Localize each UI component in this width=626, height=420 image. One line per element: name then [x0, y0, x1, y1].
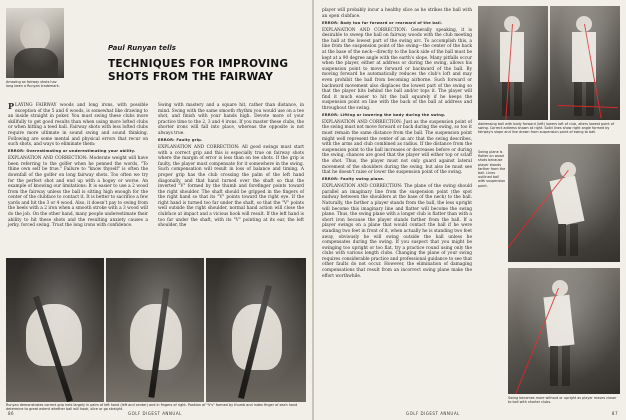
portrait-caption: Amazing as fairway shots hav long been a Runyan trademark. — [6, 80, 60, 89]
swing-plane-caption-iron: Swing becomes more without or upright as player moves closer to ball with shorter clubs. — [508, 396, 617, 405]
right-page — [314, 0, 626, 420]
error-heading: ERROR: Faulty grip. — [158, 137, 203, 142]
body-paragraph: EXPLANATION AND CORRECTION: Generally speaking, it is desirable to sweep the ball on fairway woods with the club meeting the ball at the lowest part of the swing arc. To accomplish this, a line from the suspension point of the swing—the center of the back at the base of the neck—directly to the back side of the ball must be kept at a 90 degree angle with the earth's slope. Many pitfalls occur when the player, either at address or during the swing, allows his suspension point to move forward or backward of the ball. By moving forward he automatically reduces the club's loft and may even prohibit the ball from becoming airborne. Such forward or backward movement also displaces the lowest part of the swing so that the player hits behind the ball and/or tops it. The player will find it much easier to hit the ball squarely if he keeps the suspension point on line with the back of the ball at address and throughout the swing. — [322, 27, 472, 111]
grip-photo-caption: Runyan demonstrates correct grip held largely in palm of left hand (left and center) and in fingers of right. Position of "V's" formed by thumb and index finger of each hand determine to great extent whether ball will hook, slice or go straight. — [6, 403, 298, 412]
article-kicker: Paul Runyan tells — [108, 44, 176, 52]
page-number-right: 87 — [611, 411, 618, 416]
intro-paragraph: PLAYING FAIRWAY woods and long irons, with possible exception of the 5 and 6 woods, is somewhat like drawing to an inside straight in poker. You must swing these clubs more skillfully to get good results than when using more lofted clubs or when hitting a teed ball. Fairway shots with less lofted clubs require more ultimate in sound swing and sound thinking. Following are some mental and physical errors that recur on such shots, and ways to eliminate them: — [8, 101, 148, 148]
drop-cap: P — [8, 101, 15, 111]
left-column-2 — [158, 103, 304, 253]
address-photo-forward — [478, 6, 548, 120]
swing-plane-photo-wood — [508, 144, 620, 262]
page-number-left: 86 — [8, 411, 15, 416]
runyan-portrait-photo — [6, 8, 64, 78]
address-caption: Addressing ball with body forward (left) lowers loft of club, alters lowest point of swing. Correct address shown at right. Solid lines show right angle formed by fairway's slope and line drawn from suspension point of swing to ball. — [478, 122, 615, 135]
error-heading: ERROR: Overestimating or underestimating your ability. — [8, 149, 136, 154]
body-paragraph: EXPLANATION AND CORRECTION: The plane of the swing should parallel an imaginary line from the suspension point (the spot midway between the shoulders at the base of the neck) to the ball. Naturally, the farther a player stands from the ball, the less upright will become this imaginary line and flatter will become the swing plane. Thus, the swing plane with a longer club is flatter than with a short iron because the player stands farther from the ball. If a player swings on a plane that would contact the ball if he were standing two feet in front of it, when actually he is standing two feet away, obviously he will swing outside the ball unless he compensates during the swing. If you suspect that you might be swinging too upright or too flat, try a practice round using only the clubs with various length clubs. Changing the plane of your swing requires considerable practice and professional guidance to see that other faults do not occur. However, the elimination of damaging compensations that result from an incorrect swing plane make the effort worthwhile. — [322, 184, 472, 279]
swing-plane-caption-wood: Swing plane is flatter on wood shots because player stands farther from the ball. Lines outlined ball with suspension point. — [478, 150, 506, 188]
error-heading: ERROR: Lifting or lowering the body during the swing. — [322, 112, 446, 117]
left-column-1 — [8, 103, 148, 253]
error-heading: ERROR: Body too far forward or rearward of the ball. — [322, 20, 443, 25]
swing-plane-photo-iron — [508, 268, 620, 394]
grip-photo-center — [106, 258, 204, 402]
right-column — [322, 8, 472, 404]
body-paragraph: EXPLANATION AND CORRECTION: All good swings must start with a correct grip and this is especially true on fairway shots where the margin of error is less than on tee shots. If the grip is faulty, the player must compensate for it somewhere in the swing. Such compensation will result in loss of balance and timing. A proper grip has the club crossing the palm of the left hand diagonally, and that hand turned over the shaft so that the inverted "V" formed by the thumb and forefinger points toward the right shoulder. The shaft should be gripped in the fingers of the right hand so that its "V" points toward the right eye. If the right hand is turned too far under the shaft, so that the "V" points well outside the right shoulder, normal hand action will close the clubface at impact and a vicious hook will result. If the left hand is too far under the shaft, with its "V" pointing at its ear, the left shoulder, the — [158, 144, 304, 229]
article-title: TECHNIQUES FOR IMPROVING SHOTS FROM THE FAIRWAY — [108, 58, 289, 83]
running-footer-left: GOLF DIGEST ANNUAL — [128, 411, 182, 416]
body-paragraph: player will probably incur a healthy slice as he strikes the ball with an open clubface. — [322, 8, 472, 19]
address-photo-correct — [550, 6, 620, 120]
running-footer-right: GOLF DIGEST ANNUAL — [406, 411, 460, 416]
body-paragraph: EXPLANATION AND CORRECTION: Moderate weight will have been referring to the golfer when he penned the words, "To thine own self be true." Failure to "know thyself" is often the downfall of the golfer on long fairway shots. Too often we try for the perfect shot and end up with a bogey or worse. An example of knowing our limitations: It is easier to use a 2 wood from the fairway unless the ball is sitting high enough for the center of the clubface to contact it. It is better to sacrifice a few yards and hit the 3 or 4 wood. Also, it doesn't pay to swing from the heels with a 2 iron when a smooth stroke with a 3 wood will do the job. On the other hand, many people underestimate their ability to hit these shots and the resulting anxiety causes a jerky, forced swing. Trust the long irons with confidence. — [8, 156, 148, 229]
body-paragraph: EXPLANATION AND CORRECTION: Just as the suspension point of the swing must not move forward or back during the swing, so too it must remain the same distance from the ball. The suspension point might well represent the center of an arc that the swing describes, with the arms and club combined as radius. If the distance from the suspension point to the ball increases or decreases before or during the swing, chances are good that the player will either top or sclaff the shot. Thus, the player must not only guard against lateral movement of the shoulders during the swing, but also be must see that he doesn't raise or lower the suspension point of the swing. — [322, 119, 472, 176]
grip-photo-right — [206, 258, 306, 402]
left-page — [0, 0, 312, 420]
grip-photo-left — [6, 258, 104, 402]
body-paragraph: Swing with mastery and a square hit, rather than distance, in mind. Swing with the same smooth rhythm you would use on a tee shot, and finish with your hands high. Devote more of your practice time to the 2, 3 and 4 irons. If you master these clubs, the shorter irons will fall into place, whereas the opposite is not always true. — [158, 103, 304, 136]
error-heading: ERROR: Faulty swing plane. — [322, 177, 385, 182]
